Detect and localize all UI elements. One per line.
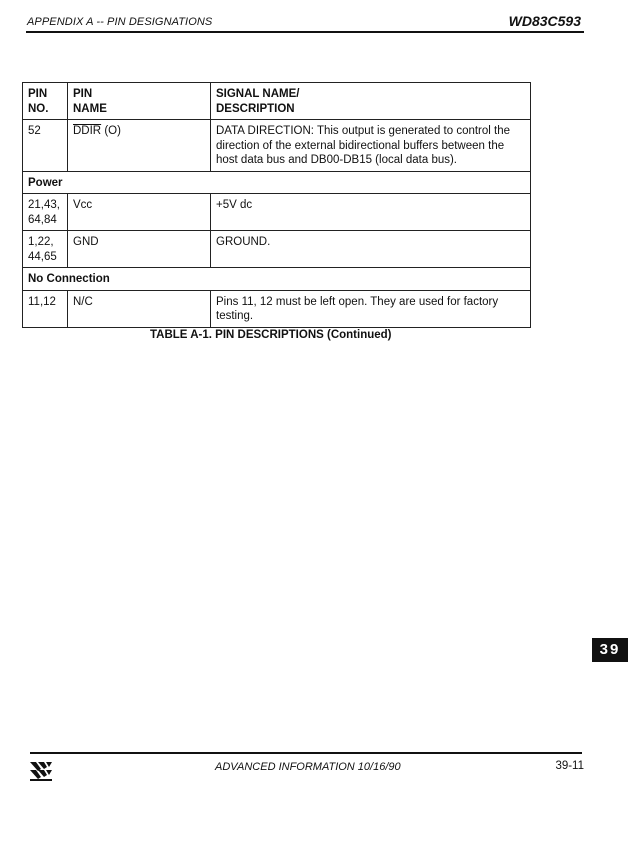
active-low-signal: DDIR <box>73 125 102 137</box>
section-label: No Connection <box>23 268 531 291</box>
table-header-row <box>23 83 531 120</box>
header-pin-name: PIN NAME <box>68 83 211 120</box>
pin-direction: (O) <box>101 125 121 137</box>
description-cell: Pins 11, 12 must be left open. They are used for factory testing. <box>211 290 531 327</box>
header-rule <box>26 31 584 33</box>
header-part-number: WD83C593 <box>508 13 581 29</box>
description-cell: +5V dc <box>211 194 531 231</box>
pin-number-cell: 21,43, 64,84 <box>23 194 68 231</box>
pin-number-cell: 1,22, 44,65 <box>23 231 68 268</box>
wd-logo-icon <box>30 760 52 782</box>
page-number: 39-11 <box>555 760 584 772</box>
section-row-no-connection <box>23 268 531 291</box>
pin-name-cell: N/C <box>68 290 211 327</box>
table-row <box>23 231 531 268</box>
header-section-title: APPENDIX A -- PIN DESIGNATIONS <box>27 16 213 28</box>
footer-advance-info: ADVANCED INFORMATION 10/16/90 <box>215 761 401 773</box>
pin-number-cell: 52 <box>23 120 68 172</box>
header-pin-no: PIN NO. <box>23 83 68 120</box>
footer-rule <box>30 752 582 754</box>
table-row <box>23 290 531 327</box>
table-row <box>23 194 531 231</box>
pin-name-cell <box>68 120 211 172</box>
header-signal-description: SIGNAL NAME/ DESCRIPTION <box>211 83 531 120</box>
description-cell: DATA DIRECTION: This output is generated to control the direction of the external bidirectional buffers between the host data bus and DB00-DB15 (local data bus). <box>211 120 531 172</box>
section-row-power <box>23 171 531 194</box>
pin-descriptions-table <box>22 82 531 328</box>
pin-number-cell: 11,12 <box>23 290 68 327</box>
table-row <box>23 120 531 172</box>
pin-name-cell: Vcc <box>68 194 211 231</box>
pin-name-cell: GND <box>68 231 211 268</box>
section-tab-marker: 39 <box>592 638 628 662</box>
section-label: Power <box>23 171 531 194</box>
description-cell: GROUND. <box>211 231 531 268</box>
table-caption: TABLE A-1. PIN DESCRIPTIONS (Continued) <box>150 329 392 341</box>
